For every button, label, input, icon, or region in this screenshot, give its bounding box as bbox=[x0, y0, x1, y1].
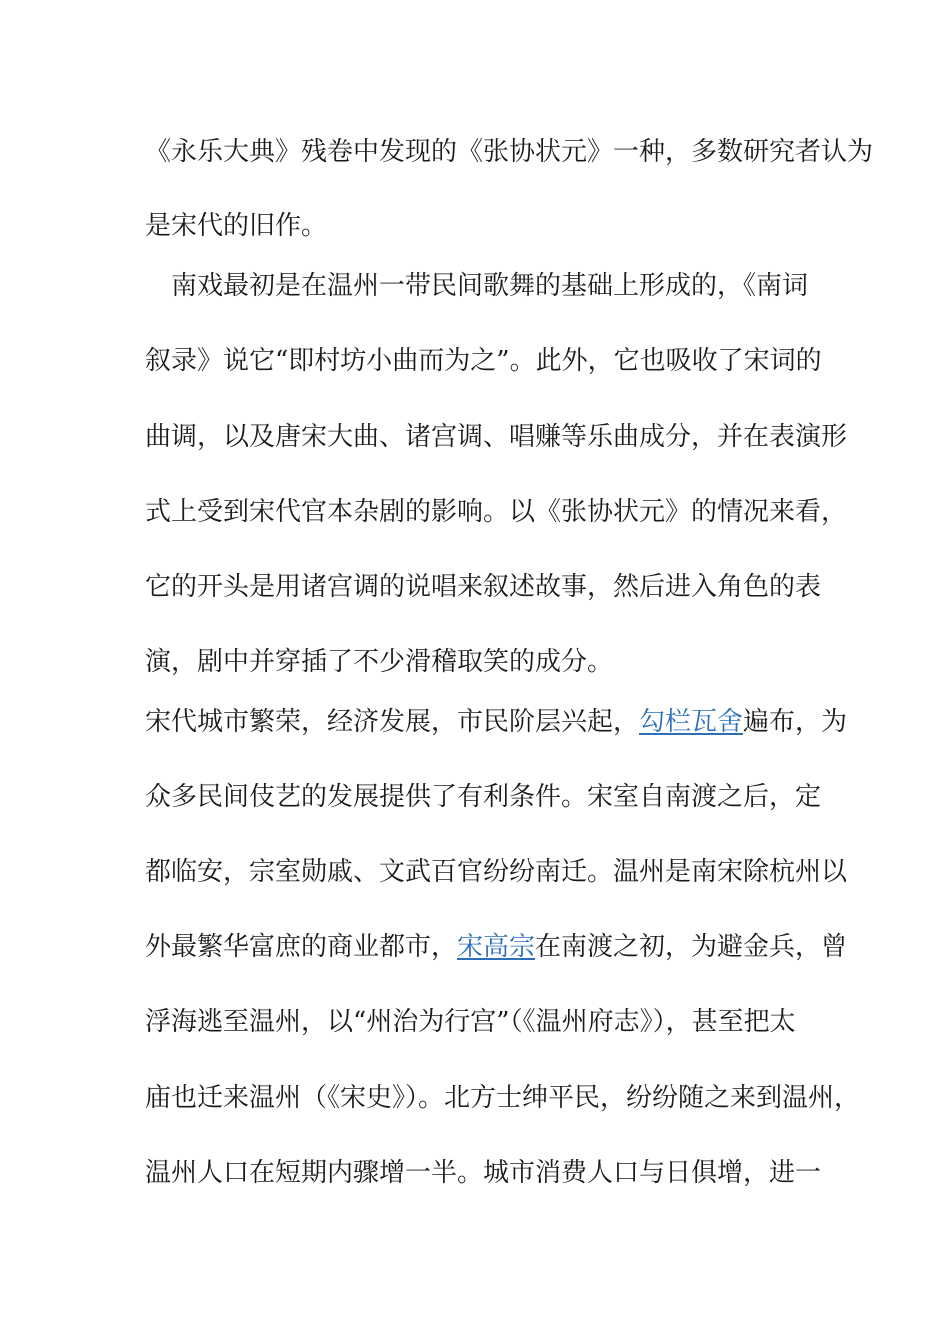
line-text: 外最繁华富庶的商业都市， bbox=[145, 932, 458, 962]
paragraph-3-line-2: 众多民间伎艺的发展提供了有利条件。宋室自南渡之后，定 bbox=[145, 782, 822, 812]
paragraph-3-line-3: 都临安，宗室勋戚、文武百官纷纷南迁。温州是南宋除杭州以 bbox=[145, 857, 848, 887]
paragraph-1-line-2: 是宋代的旧作。 bbox=[145, 211, 328, 241]
paragraph-2-line-3: 曲调，以及唐宋大曲、诸宫调、唱赚等乐曲成分，并在表演形 bbox=[145, 422, 848, 452]
paragraph-3-line-4 bbox=[145, 929, 848, 965]
paragraph-1-line-1: 《永乐大典》残卷中发现的《张协状元》一种，多数研究者认为 bbox=[145, 137, 874, 167]
paragraph-2-line-6: 演，剧中并穿插了不少滑稽取笑的成分。 bbox=[145, 647, 614, 677]
goulan-washe-link[interactable]: 勾栏瓦舍 bbox=[639, 707, 744, 737]
paragraph-2-line-2: 叙录》说它“即村坊小曲而为之”。此外，它也吸收了宋词的 bbox=[145, 346, 822, 376]
paragraph-2-line-4: 式上受到宋代官本杂剧的影响。以《张协状元》的情况来看， bbox=[145, 497, 848, 527]
line-text: 遍布，为 bbox=[743, 707, 848, 737]
line-text: 在南渡之初，为避金兵，曾 bbox=[535, 932, 848, 962]
paragraph-2-line-5: 它的开头是用诸宫调的说唱来叙述故事，然后进入角色的表 bbox=[145, 572, 822, 602]
paragraph-3-line-7: 温州人口在短期内骤增一半。城市消费人口与日俱增，进一 bbox=[145, 1158, 822, 1188]
paragraph-3-line-5: 浮海逃至温州，以“州治为行宫”（《温州府志》），甚至把太 bbox=[145, 1007, 796, 1037]
paragraph-3-line-1 bbox=[145, 704, 848, 740]
song-gaozong-link[interactable]: 宋高宗 bbox=[457, 932, 536, 962]
paragraph-3-line-6: 庙也迁来温州（《宋史》）。北方士绅平民，纷纷随之来到温州， bbox=[145, 1083, 861, 1113]
line-text: 宋代城市繁荣，经济发展，市民阶层兴起， bbox=[145, 707, 640, 737]
paragraph-2-line-1: 南戏最初是在温州一带民间歌舞的基础上形成的，《南词 bbox=[171, 271, 809, 301]
